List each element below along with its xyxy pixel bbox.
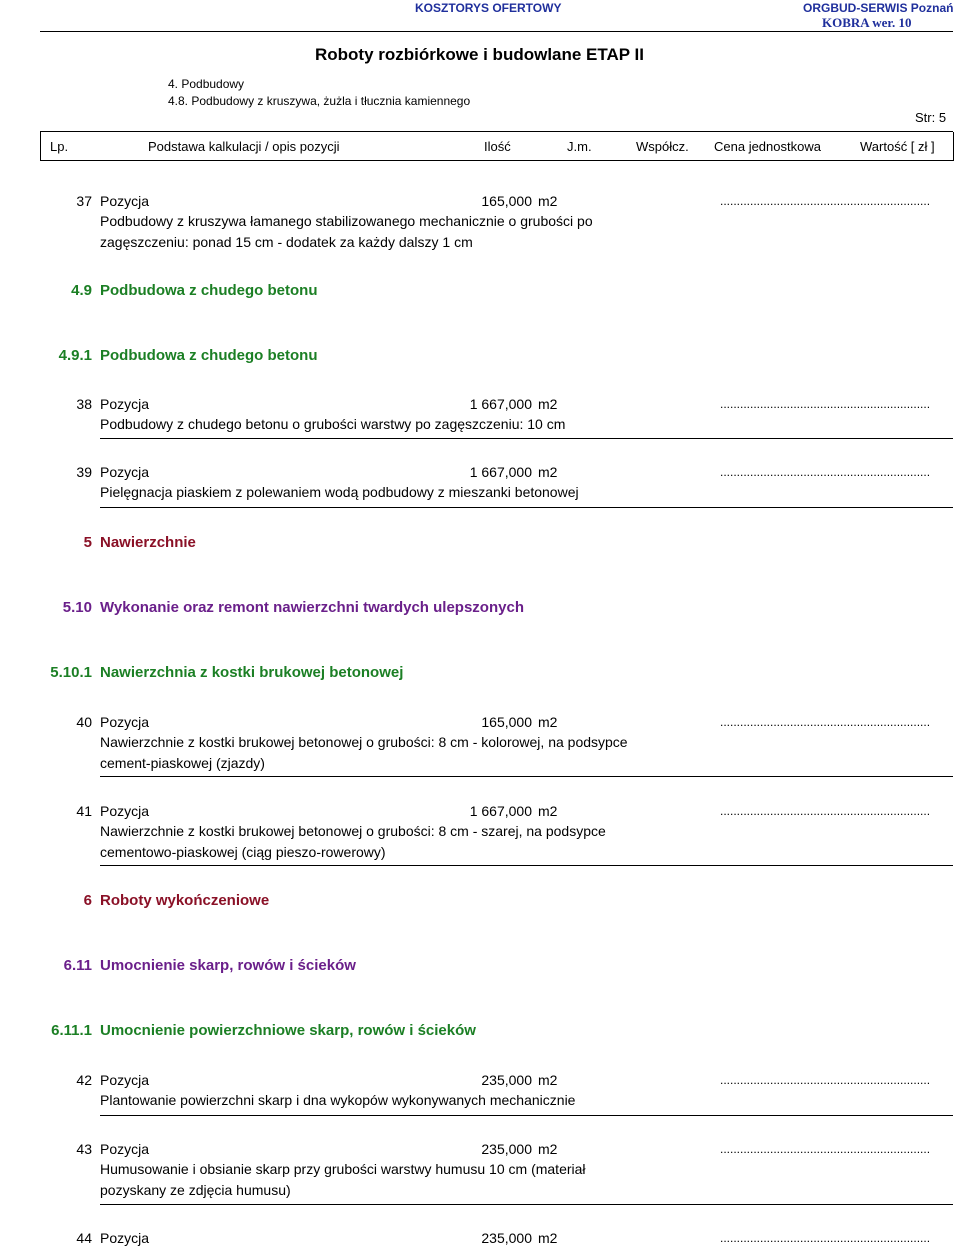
section-number: 4.9.1 [58,347,92,364]
section-number: 6.11 [63,957,92,974]
report-name: KOSZTORYS OFERTOWY [415,1,562,15]
page-number: Str: 5 [915,110,947,125]
position-label: Pozycja [100,464,150,480]
position-label: Pozycja [100,1230,150,1246]
position-label: Pozycja [100,1141,150,1157]
position-unit: m2 [538,714,558,730]
position-number: 38 [76,396,92,412]
section-title: Umocnienie powierzchniowe skarp, rowów i ścieków [100,1022,476,1039]
col-lp: Lp. [50,139,69,154]
position-quantity: 235,000 [481,1072,532,1088]
column-header-bottom-rule [40,160,953,161]
section-title: Nawierzchnia z kostki brukowej betonowej [100,664,404,681]
position-description: Nawierzchnie z kostki brukowej betonowej o grubości: 8 cm - szarej, na podsypce cementowo-piaskowej (ciąg pieszo-rowerowy) [100,823,606,860]
position-quantity: 1 667,000 [469,464,532,480]
position-quantity: 1 667,000 [469,396,532,412]
position-number: 44 [76,1230,92,1246]
position-value-dots: ............................................................... [720,1073,931,1087]
row-separator [100,776,953,777]
position-value-dots: ............................................................... [720,804,931,818]
col-qty: Ilość [484,139,511,154]
position-number: 43 [76,1141,92,1157]
section-number: 5.10.1 [50,664,92,681]
position-number: 40 [76,714,92,730]
section-number: 6 [83,892,92,909]
position-unit: m2 [538,1072,558,1088]
section-title: Wykonanie oraz remont nawierzchni twardych ulepszonych [100,599,524,616]
position-description: Plantowanie powierzchni skarp i dna wykopów wykonywanych mechanicznie [100,1092,576,1108]
position-number: 42 [76,1072,92,1088]
position-description: Podbudowy z chudego betonu o grubości warstwy po zagęszczeniu: 10 cm [100,416,566,432]
software-version: KOBRA wer. 10 [822,15,912,30]
position-value-dots: ............................................................... [720,465,931,479]
position-quantity: 165,000 [481,193,532,209]
section-title: Podbudowa z chudego betonu [100,282,318,299]
position-unit: m2 [538,1230,558,1246]
column-header-top-rule [40,131,953,132]
position-quantity: 235,000 [481,1141,532,1157]
position-number: 41 [76,803,92,819]
position-description: Nawierzchnie z kostki brukowej betonowej o grubości: 8 cm - kolorowej, na podsypce cement-piaskowej (zjazdy) [100,734,628,771]
section-title: Podbudowa z chudego betonu [100,347,318,364]
col-coef: Współcz. [636,139,689,154]
position-quantity: 1 667,000 [469,803,532,819]
position-label: Pozycja [100,193,150,209]
position-number: 39 [76,464,92,480]
position-description: Humusowanie i obsianie skarp przy grubości warstwy humusu 10 cm (materiał pozyskany ze zdjęcia humusu) [100,1161,586,1198]
position-unit: m2 [538,1141,558,1157]
position-number: 37 [76,193,92,209]
breadcrumb-subchapter: 4.8. Podbudowy z kruszywa, żużla i tłucznia kamiennego [168,94,471,108]
section-number: 5.10 [62,599,92,616]
col-value: Wartość [ zł ] [860,139,935,154]
position-value-dots: ............................................................... [720,1231,931,1245]
position-label: Pozycja [100,396,150,412]
col-basis: Podstawa kalkulacji / opis pozycji [148,139,340,154]
col-unit-price: Cena jednostkowa [714,139,821,154]
company-name: ORGBUD-SERWIS Poznań [803,1,954,15]
row-separator [100,507,953,508]
breadcrumb-chapter: 4. Podbudowy [168,77,245,91]
row-separator [100,438,953,439]
position-description: Pielęgnacja piaskiem z polewaniem wodą podbudowy z mieszanki betonowej [100,484,579,500]
section-title: Nawierzchnie [100,534,196,551]
position-label: Pozycja [100,714,150,730]
row-separator [100,1115,953,1116]
section-number: 5 [83,534,92,551]
section-title: Roboty wykończeniowe [100,892,270,909]
position-value-dots: ............................................................... [720,397,931,411]
position-label: Pozycja [100,803,150,819]
row-separator [100,1204,953,1205]
position-value-dots: ............................................................... [720,1142,931,1156]
header-rule [40,31,953,32]
position-unit: m2 [538,803,558,819]
section-title: Umocnienie skarp, rowów i ścieków [100,957,356,974]
position-unit: m2 [538,193,558,209]
position-quantity: 165,000 [481,714,532,730]
position-value-dots: ............................................................... [720,194,931,208]
section-number: 6.11.1 [51,1022,92,1039]
position-description: Podbudowy z kruszywa łamanego stabilizowanego mechanicznie o grubości po zagęszczeniu: ponad 15 cm - dodatek za każdy dalszy 1 cm [100,213,593,250]
position-value-dots: ............................................................... [720,715,931,729]
row-separator [100,865,953,866]
position-unit: m2 [538,464,558,480]
section-number: 4.9 [71,282,92,299]
document-title: Roboty rozbiórkowe i budowlane ETAP II [315,45,645,64]
col-unit: J.m. [567,139,592,154]
position-quantity: 235,000 [481,1230,532,1246]
position-unit: m2 [538,396,558,412]
position-label: Pozycja [100,1072,150,1088]
